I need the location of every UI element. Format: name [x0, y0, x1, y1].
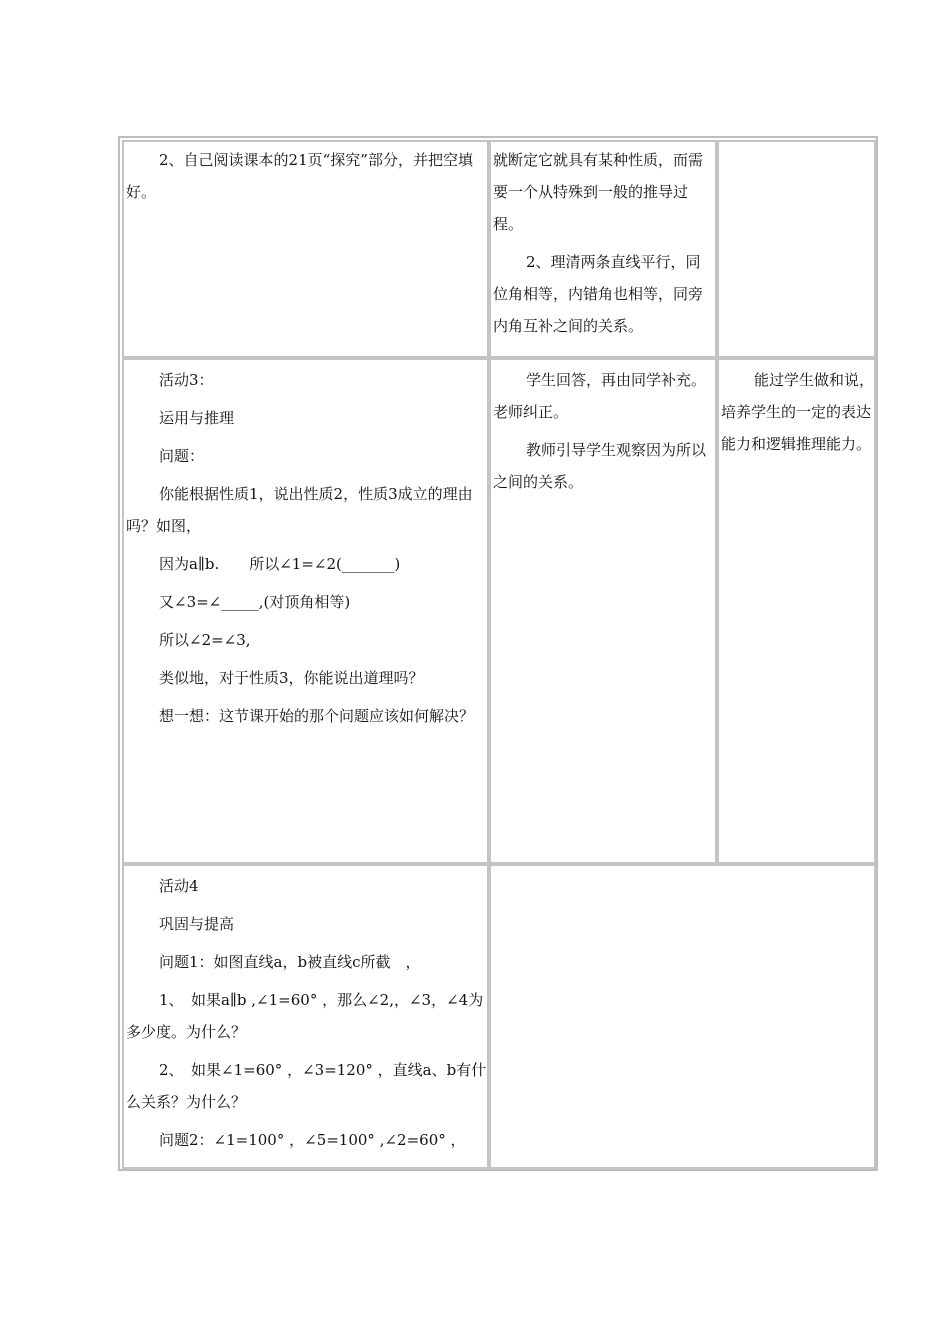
row2-intent-cell — [717, 358, 876, 864]
lesson-plan-table — [118, 136, 878, 1171]
row3-activity-cell — [122, 864, 489, 1169]
row2-col1-text-6: 所以∠2=∠3, — [159, 631, 251, 649]
row3-col1-text-2: 问题1：如图直线a，b被直线c所截 ， — [159, 953, 421, 971]
row2-teacher-cell — [489, 358, 717, 864]
row1-col2-text-1: 2、理清两条直线平行，同位角相等，内错角也相等，同旁内角互补之间的关系。 — [493, 253, 704, 335]
row3-col1-text-3: 1、 如果a∥b ,∠1=60° ，那么∠2,，∠3，∠4为多少度。为什么？ — [126, 991, 484, 1041]
row2-col1-text-1: 运用与推理 — [159, 409, 235, 427]
row2-activity-cell — [122, 358, 489, 864]
row2-col1-text-4: 因为a∥b. 所以∠1=∠2(_______) — [159, 555, 401, 573]
row1-teacher-cell — [489, 140, 717, 358]
row2-col1-text-0: 活动3： — [159, 371, 214, 389]
row2-col1-text-3: 你能根据性质1，说出性质2，性质3成立的理由吗？如图， — [126, 485, 473, 535]
row1-intent-cell — [717, 140, 876, 358]
row2-col1-text-8: 想一想：这节课开始的那个问题应该如何解决？ — [159, 707, 475, 725]
row3-col1-text-1: 巩固与提高 — [159, 915, 235, 933]
row3-col1-text-5: 问题2：∠1=100° ，∠5=100° ,∠2=60° ， — [159, 1131, 466, 1149]
row3-col1-text-0: 活动4 — [159, 877, 199, 895]
row3-teacher-cell — [489, 864, 876, 1169]
row1-col1-text-0: 2、自己阅读课本的21页“探究”部分，并把空填好。 — [126, 151, 473, 201]
row2-col2-text-0: 学生回答，再由同学补充。老师纠正。 — [493, 371, 707, 421]
row2-col3-text-0: 能过学生做和说，培养学生的一定的表达能力和逻辑推理能力。 — [721, 371, 875, 453]
row2-col1-text-2: 问题： — [159, 447, 205, 465]
row1-col2-text-0: 就断定它就具有某种性质，而需要一个从特殊到一般的推导过程。 — [493, 151, 704, 233]
row2-col1-text-7: 类似地，对于性质3，你能说出道理吗？ — [159, 669, 424, 687]
row1-activity-cell — [122, 140, 489, 358]
row3-col1-text-4: 2、 如果∠1=60° ，∠3=120° ，直线a、b有什么关系？为什么？ — [126, 1061, 487, 1111]
row2-col2-text-1: 教师引导学生观察因为所以之间的关系。 — [493, 441, 707, 491]
row2-col1-text-5: 又∠3=∠_____,(对顶角相等) — [159, 593, 351, 611]
